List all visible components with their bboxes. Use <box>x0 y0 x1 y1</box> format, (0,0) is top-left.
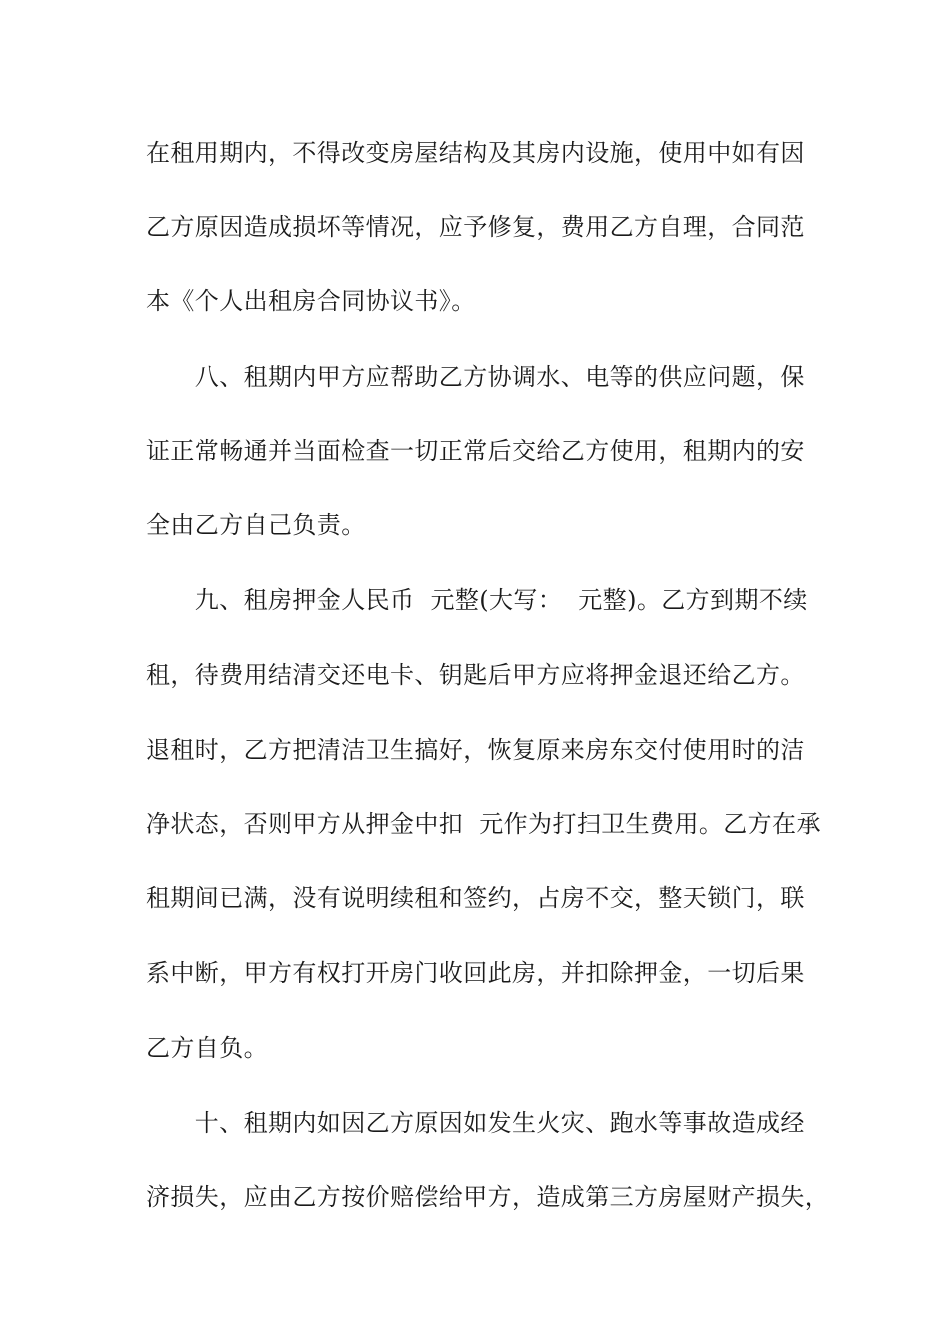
text-line: 退租时，乙方把清洁卫生搞好，恢复原来房东交付使用时的洁 <box>146 736 805 764</box>
text-line: 在租用期内，不得改变房屋结构及其房内设施，使用中如有因 <box>146 139 805 167</box>
clause-8-start: 八、租期内甲方应帮助乙方协调水、电等的供应问题，保 <box>146 363 805 391</box>
text-line: 全由乙方自己负责。 <box>146 511 366 539</box>
text-line: 乙方原因造成损坏等情况，应予修复，费用乙方自理，合同范 <box>146 213 805 241</box>
text-line: 系中断，甲方有权打开房门收回此房，并扣除押金，一切后果 <box>146 959 805 987</box>
clause-9-start: 九、租房押金人民币 元整(大写： 元整)。乙方到期不续 <box>146 586 808 614</box>
text-line: 租期间已满，没有说明续租和签约，占房不交，整天锁门，联 <box>146 884 805 912</box>
text-line: 证正常畅通并当面检查一切正常后交给乙方使用，租期内的安 <box>146 437 805 465</box>
text-line: 租，待费用结清交还电卡、钥匙后甲方应将押金退还给乙方。 <box>146 661 805 689</box>
text-line: 济损失，应由乙方按价赔偿给甲方，造成第三方房屋财产损失， <box>146 1183 830 1211</box>
clause-10-start: 十、租期内如因乙方原因如发生火灾、跑水等事故造成经 <box>146 1109 805 1137</box>
text-line: 净状态，否则甲方从押金中扣 元作为打扫卫生费用。乙方在承 <box>146 810 821 838</box>
text-line: 本《个人出租房合同协议书》。 <box>146 287 476 315</box>
text-line: 乙方自负。 <box>146 1034 268 1062</box>
